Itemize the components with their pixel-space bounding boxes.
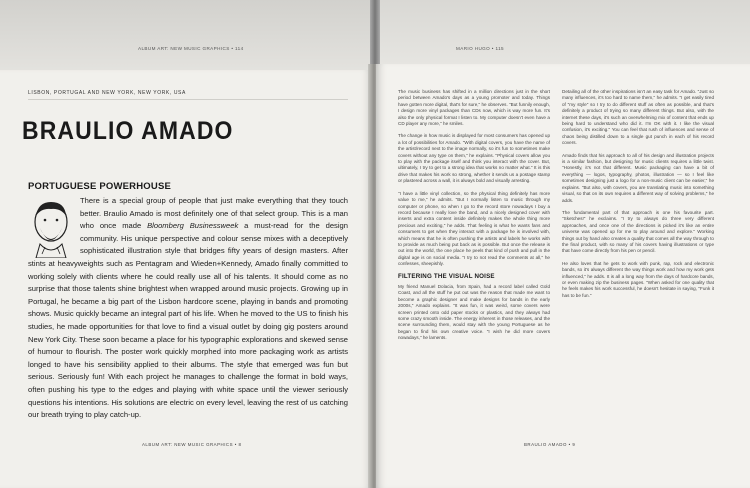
back-left-running-head: ALBUM ART: NEW MUSIC GRAPHICS • 114 — [138, 46, 244, 51]
left-page — [0, 70, 372, 488]
page-title: BRAULIO AMADO — [22, 117, 234, 145]
back-gutter — [370, 0, 380, 70]
location-rule — [28, 99, 348, 100]
location-line: LISBON, PORTUGAL AND NEW YORK, NEW YORK, USA — [28, 90, 186, 96]
back-page-left — [0, 0, 372, 70]
subsection-heading: FILTERING THE VISUAL NOISE — [398, 272, 495, 280]
portrait-illustration — [28, 198, 74, 258]
section-heading: PORTUGUESE POWERHOUSE — [28, 181, 172, 192]
right-column-1: The music business has shifted in a million directions just in the short period between Amado's days as a young promoter and today. Things have gotten more digital, that's for sure," he observes. "But funnily enough, I design more vinyl packages than CDs now, which is way more fun. It's also the only physical format I listen to. My computer doesn't even have a CD player any more," he smiles. The change in how music is displayed for most consumers has opened up a lot of possibilities for Amado. "With digital covers, you have the name of the artist/record next to the image normally, so it's fun to sometimes make covers without any type on them," he explains. "Physical covers allow you to play with the package itself and think you interact with the cover. But, ultimately, I try to get to a strong idea that works no matter what." It is this drive that makes his work so strong, whether it sends us a postage stamp or plastered across a wall, it is always bold and visually arresting. "I have a little vinyl collection, so the physical thing definitely has more value to me," he admits. "But I normally listen to music through my computer or phone, so when I go to the record store nowadays I buy a record because I really love the band, and a nicely designed cover with inserts and extra content inside definitely makes the whole thing more precious and exciting," he adds. That feeling is what he wants fans and consumers to get when they interact with a package he is involved with, which means that he is often pushing the artists and labels he works with to provide as much being put back as is possible. But once the release is out into the world, the one place he peels that kind of push and pull in the digital age is on social media. "I try to not read the comments at all," he confesses, sheepishly. FILTERING THE VISUAL NOISE My friend Manuel Dolacia, from Spain, had a record label called Gold Coast, and all the stuff he put out was the reason that made me want to become a graphic designer and make designs for bands in the early 2000s," Amado explains. "It was fun, it was weird, some covers were screen printed onto odd paper stocks or plastics, and they always had some crazy smooth inside. The energy inherent in those releases, and the scene surrounding them, would stay with the young Portuguese as he began to find his own creative voice. "I wish he did more covers nowadays," he laments. — [398, 89, 550, 341]
back-right-running-head: MARIO HUGO • 115 — [456, 46, 504, 51]
right-page — [376, 64, 750, 488]
right-footer: BRAULIO AMADO • 9 — [524, 442, 576, 447]
magazine-title: Bloomberg Businessweek — [147, 221, 239, 231]
left-footer: ALBUM ART: NEW MUSIC GRAPHICS • 8 — [142, 442, 242, 447]
intro-body-text: There is a special group of people that just make everything that they touch better. Braulio Amado is most definitely one of that select group. This is a man who once made Bloomberg Businessweek a must-read for the design community. His unique perspective and colour sense mixes with a deceptively sophisticated illustration style that bridges fifty years of design masters. After stints at heavyweights such as Pentagram and Wieden+Kennedy, Amado finally committed to working solely with clients where he could really use all of his talents. It should come as no surprise that those talents shine brightest when wrapped around music projects. Growing up in Portugal, he became a big part of the Lisbon hardcore scene, playing in bands and promoting shows. Music quickly became an integral part of his life. When he moved to the US to finish his studies, he made opportunities for that love to find a visual outlet by doing gig posters around New York City. These soon became a place for his typographic explorations and skewed sense of humour to flourish. The poster work quickly morphed into more packaging work as artists longed to have his sensibility applied to their albums. The style that emerged was fun but serious. Seriously fun! With each project he manages to challenge the format in bold ways, often pushing his type to the edges and playing with white space until the viewer seriously questions his intentions. His solutions are electric on every level, leaving the rest of us catching our breath trying to play catch-up. — [28, 196, 348, 420]
right-column-2: Detailing all of the other inspirations isn't an easy task for Amado. "Just so many influences, it's too hard to name them," he admits. "I get easily tired of "my style" so I try to do different stuff as often as possible, and that's definitely a product of trying so many different things. But also, with the internet these days, it's such an overwhelming mix of content that ends up being hard to understand who did it. I'm OK with it. I like the visual confusion, it's exciting." You can feel that rush of influences and sense of chaos being distilled down to a single gut punch in each of his record covers. Amado finds that his approach to all of his design and illustration projects is a similar fashion, but designing for music clients requires a little twist. "Honestly, it's not that different. Music packaging can have a bit of everything — logos, typography, photos, illustration — so I feel like sometimes designing just a logo for a non-music client can be easier," he explains. "But also, with covers, you are translating music into something visual, so that on its own requires a different way of solving problems," he adds. The fundamental part of that approach is one his favourite part. "Sketches!" he exclaims. "I try to always do three very different approaches, and once one of the directions is picked it's like an entire universe was opened up for me to play around and explore." Working things out by hand also creates a quality that comes all the way through to the final product, with so many of his covers having illustrations or type that have come directly from his pen or pencil. He also loves that he gets to work with punk, rap, rock and electronic bands, so it's always different the way things work and how my work gets influenced," he adds. It is all a long way from the days of hardcore bands, or even making zip the business pages. "When asked for one quality that he feels makes his work successful, he doesn't hesitate in saying, "Funk it has to be fun." — [562, 89, 714, 298]
back-page-right — [378, 0, 750, 70]
